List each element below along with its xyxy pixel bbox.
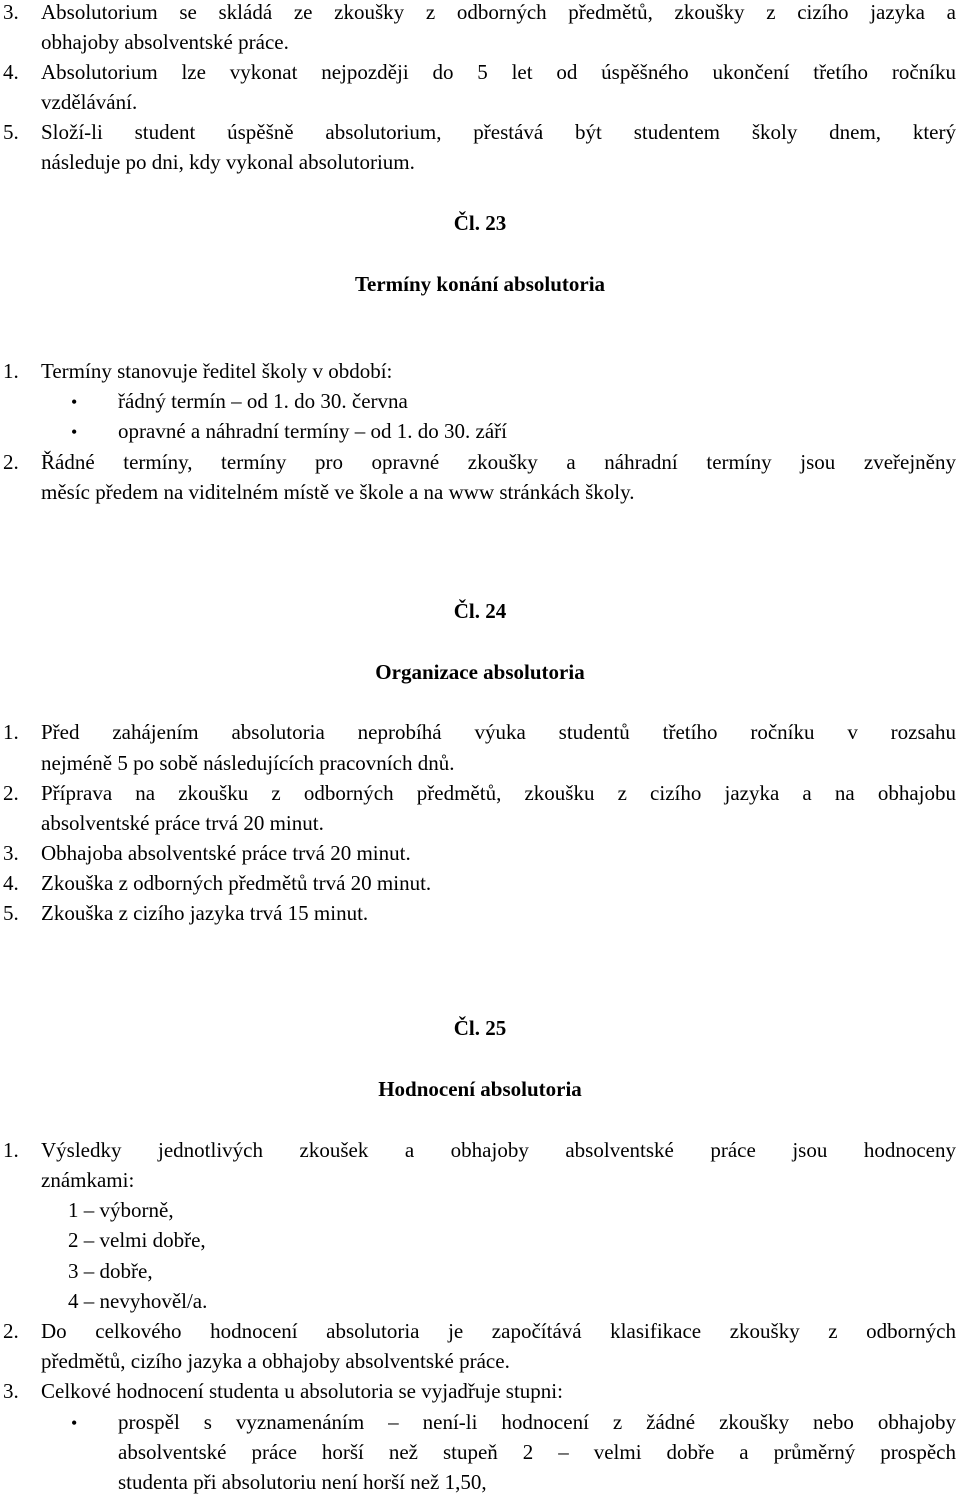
item-text: Do celkového hodnocení absolutoria je započítává klasifikace zkoušky z odborných [41,1319,956,1343]
item-number: 3. [3,841,19,865]
bullet-text: řádný termín – od 1. do 30. června [118,389,408,413]
grade-item [0,1225,960,1255]
item-number: 1. [3,1138,19,1162]
item-text: Obhajoba absolventské práce trvá 20 minut. [41,841,411,865]
item-text: Absolutorium lze vykonat nejpozději do 5 let od úspěšného ukončení třetího ročníku [41,60,956,84]
item-text: Celkové hodnocení studenta u absolutoria se vyjadřuje stupni: [41,1379,563,1403]
item-number: 4. [3,60,19,84]
list-item [0,1316,960,1346]
grade-text: 4 – nevyhověl/a. [68,1289,208,1313]
item-number: 2. [3,1319,19,1343]
list-item-continuation [0,477,960,507]
list-item [0,1376,960,1406]
item-text: Příprava na zkoušku z odborných předmětů, zkoušku z cizího jazyka a na obhajobu [41,781,956,805]
item-number: 1. [3,720,19,744]
item-number: 2. [3,450,19,474]
item-text: předmětů, cizího jazyka a obhajoby absolventské práce. [41,1349,510,1373]
item-text: Před zahájením absolutoria neprobíhá výuka studentů třetího ročníku v rozsahu [41,720,956,744]
list-item [0,57,960,87]
bullet-icon [71,386,77,417]
item-text: Výsledky jednotlivých zkoušek a obhajoby absolventské práce jsou hodnoceny [41,1138,956,1162]
item-text: Zkouška z odborných předmětů trvá 20 minut. [41,871,432,895]
grade-text: 2 – velmi dobře, [68,1228,206,1252]
list-item-continuation [0,87,960,117]
list-item-continuation [0,1346,960,1376]
bullet-text: opravné a náhradní termíny – od 1. do 30. září [118,419,507,443]
list-item [0,0,960,27]
bullet-text: studenta při absolutoriu není horší než 1,50, [118,1470,487,1494]
list-item [0,778,960,808]
bullet-text: absolventské práce horší než stupeň 2 – velmi dobře a průměrný prospěch [118,1440,956,1464]
item-text: obhajoby absolventské práce. [41,30,289,54]
article-heading: Termíny konání absolutoria [354,272,606,296]
list-item [0,356,960,386]
item-text: měsíc předem na viditelném místě ve škole a na www stránkách školy. [41,480,635,504]
article-number: Čl. 24 [453,599,507,623]
grade-text: 1 – výborně, [68,1198,174,1222]
list-item-continuation [0,748,960,778]
item-number: 1. [3,359,19,383]
item-number: 4. [3,871,19,895]
item-text: Termíny stanovuje ředitel školy v období: [41,359,393,383]
item-number: 5. [3,120,19,144]
list-item [0,838,960,868]
list-item-continuation [0,808,960,838]
list-item [0,717,960,747]
item-text: vzdělávání. [41,90,138,114]
bullet-item [0,416,960,446]
grade-text: 3 – dobře, [68,1259,153,1283]
bullet-continuation [0,1437,960,1467]
bullet-text: prospěl s vyznamenáním – není-li hodnocení z žádné zkoušky nebo obhajoby [118,1410,956,1434]
bullet-icon [71,1407,77,1438]
grade-item [0,1286,960,1316]
bullet-item [0,386,960,416]
article-number: Čl. 23 [453,211,507,235]
bullet-item [0,1407,960,1437]
item-text: následuje po dni, kdy vykonal absolutorium. [41,150,415,174]
grade-item [0,1256,960,1286]
item-text: Zkouška z cizího jazyka trvá 15 minut. [41,901,369,925]
article-heading: Organizace absolutoria [375,660,585,684]
list-item [0,117,960,147]
item-text: známkami: [41,1168,135,1192]
item-text: Řádné termíny, termíny pro opravné zkoušky a náhradní termíny jsou zveřejněny [41,450,956,474]
list-item [0,898,960,928]
list-item-continuation [0,147,960,177]
article-number: Čl. 25 [453,1016,507,1040]
item-text: Absolutorium se skládá ze zkoušky z odborných předmětů, zkoušky z cizího jazyka a [41,0,956,24]
item-text: nejméně 5 po sobě následujících pracovních dnů. [41,751,455,775]
item-number: 5. [3,901,19,925]
list-item-continuation [0,27,960,57]
list-item [0,868,960,898]
list-item-continuation [0,1165,960,1195]
item-number: 3. [3,0,19,24]
article-heading: Hodnocení absolutoria [378,1077,582,1101]
grade-item [0,1195,960,1225]
bullet-continuation [0,1467,960,1497]
bullet-icon [71,416,77,447]
list-item [0,1135,960,1165]
list-item [0,447,960,477]
item-text: Složí-li student úspěšně absolutorium, přestává být studentem školy dnem, který [41,120,956,144]
item-text: absolventské práce trvá 20 minut. [41,811,324,835]
item-number: 2. [3,781,19,805]
item-number: 3. [3,1379,19,1403]
